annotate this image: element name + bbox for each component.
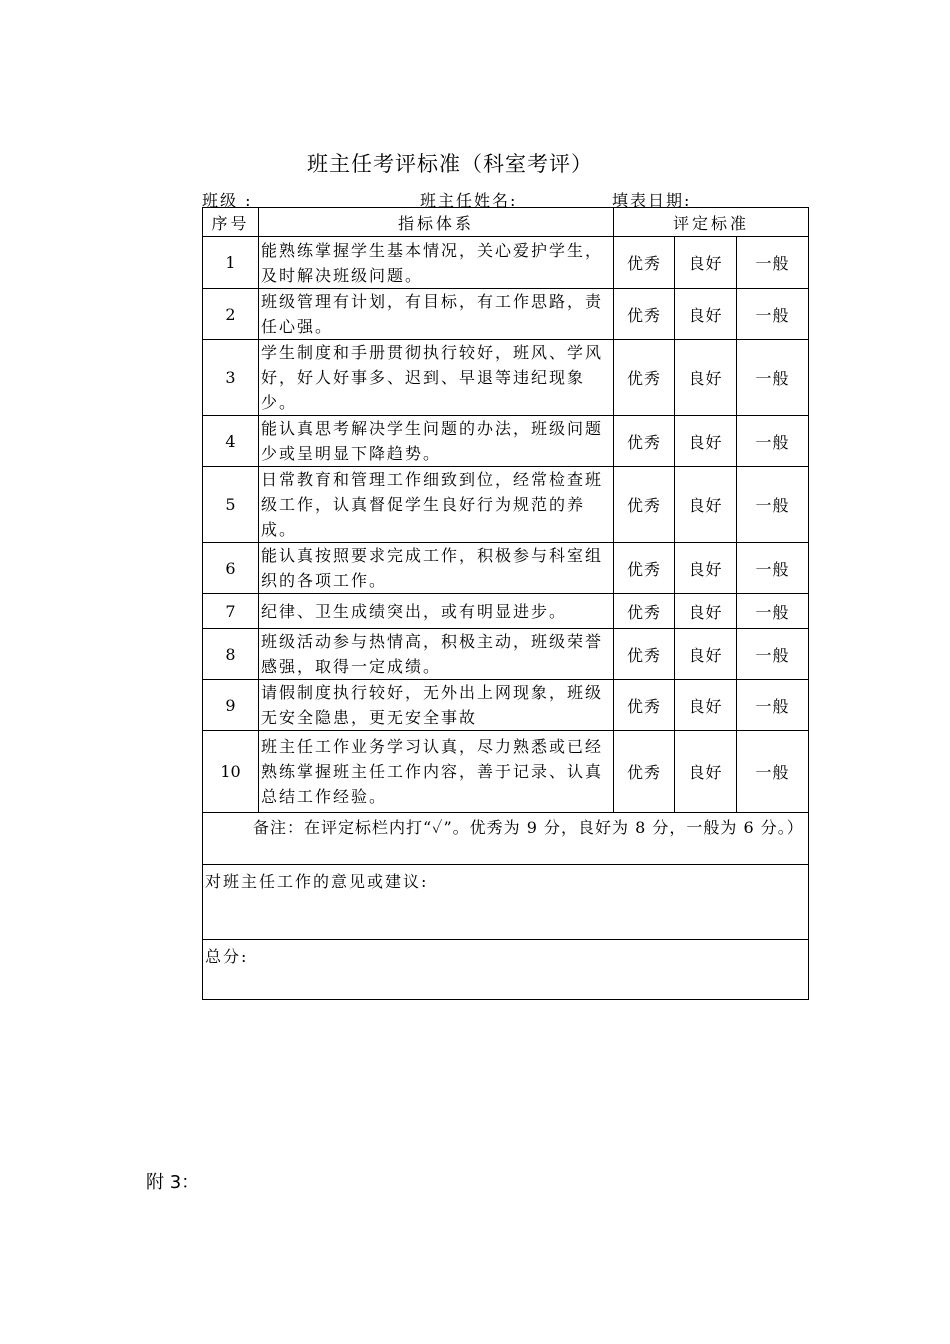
row-indicator-text: 班级活动参与热情高，积极主动，班级荣誉感强，取得一定成绩。 [259, 629, 614, 680]
page-title: 班主任考评标准（科室考评） [307, 152, 593, 176]
table-row [203, 543, 809, 594]
table-row [203, 416, 809, 467]
grade-good: 良好 [675, 629, 737, 680]
table-row [203, 731, 809, 813]
grade-good: 良好 [675, 467, 737, 543]
grade-average: 一般 [737, 680, 809, 731]
row-number: 1 [203, 237, 259, 289]
table-row [203, 237, 809, 289]
row-indicator-text: 日常教育和管理工作细致到位，经常检查班级工作，认真督促学生良好行为规范的养成。 [259, 467, 614, 543]
total-score-label: 总分: [203, 940, 809, 1000]
row-number: 2 [203, 289, 259, 340]
table-row [203, 340, 809, 416]
row-indicator-text: 班级管理有计划，有目标，有工作思路，责任心强。 [259, 289, 614, 340]
grade-excellent: 优秀 [614, 680, 675, 731]
row-indicator-text: 纪律、卫生成绩突出，或有明显进步。 [259, 594, 614, 629]
attachment-label: 附 3： [146, 1172, 200, 1193]
grade-good: 良好 [675, 680, 737, 731]
grade-excellent: 优秀 [614, 543, 675, 594]
grade-good: 良好 [675, 594, 737, 629]
grade-average: 一般 [737, 340, 809, 416]
grade-average: 一般 [737, 237, 809, 289]
grade-excellent: 优秀 [614, 340, 675, 416]
grade-average: 一般 [737, 416, 809, 467]
table-row [203, 594, 809, 629]
row-number: 5 [203, 467, 259, 543]
grade-excellent: 优秀 [614, 731, 675, 813]
grade-excellent: 优秀 [614, 629, 675, 680]
class-label: 班级 : [202, 191, 253, 210]
fill-date-label: 填表日期: [612, 191, 692, 210]
grade-average: 一般 [737, 543, 809, 594]
grade-excellent: 优秀 [614, 467, 675, 543]
note-row [203, 813, 809, 865]
grade-good: 良好 [675, 340, 737, 416]
grade-average: 一般 [737, 467, 809, 543]
grade-average: 一般 [737, 731, 809, 813]
row-number: 3 [203, 340, 259, 416]
opinion-label: 对班主任工作的意见或建议: [203, 865, 809, 940]
grade-average: 一般 [737, 629, 809, 680]
row-number: 7 [203, 594, 259, 629]
row-indicator-text: 请假制度执行较好，无外出上网现象，班级无安全隐患，更无安全事故 [259, 680, 614, 731]
grade-good: 良好 [675, 289, 737, 340]
row-number: 9 [203, 680, 259, 731]
row-indicator-text: 学生制度和手册贯彻执行较好，班风、学风好，好人好事多、迟到、早退等违纪现象少。 [259, 340, 614, 416]
grade-excellent: 优秀 [614, 237, 675, 289]
grade-excellent: 优秀 [614, 289, 675, 340]
grade-average: 一般 [737, 594, 809, 629]
row-number: 10 [203, 731, 259, 813]
table-row [203, 629, 809, 680]
grade-good: 良好 [675, 543, 737, 594]
grade-excellent: 优秀 [614, 416, 675, 467]
evaluation-table [202, 207, 809, 1000]
grade-excellent: 优秀 [614, 594, 675, 629]
header-standard: 评定标准 [614, 208, 809, 237]
row-indicator-text: 班主任工作业务学习认真，尽力熟悉或已经熟练掌握班主任工作内容，善于记录、认真总结工作经验。 [259, 731, 614, 813]
table-row [203, 680, 809, 731]
header-num: 序号 [203, 208, 259, 237]
teacher-name-label: 班主任姓名: [420, 191, 518, 210]
grade-good: 良好 [675, 731, 737, 813]
table-header-row [203, 208, 809, 237]
table-row [203, 467, 809, 543]
note-content: 备注：在评定标栏内打“✓”。优秀为 9 分，良好为 8 分，一般为 6 分。） [253, 818, 804, 837]
row-number: 4 [203, 416, 259, 467]
table-row [203, 289, 809, 340]
row-indicator-text: 能熟练掌握学生基本情况，关心爱护学生，及时解决班级问题。 [259, 237, 614, 289]
grade-average: 一般 [737, 289, 809, 340]
row-number: 6 [203, 543, 259, 594]
grade-good: 良好 [675, 237, 737, 289]
note-text [203, 813, 809, 865]
opinion-row [203, 865, 809, 940]
grade-good: 良好 [675, 416, 737, 467]
header-indicator: 指标体系 [259, 208, 614, 237]
row-number: 8 [203, 629, 259, 680]
row-indicator-text: 能认真思考解决学生问题的办法，班级问题少或呈明显下降趋势。 [259, 416, 614, 467]
row-indicator-text: 能认真按照要求完成工作，积极参与科室组织的各项工作。 [259, 543, 614, 594]
total-row [203, 940, 809, 1000]
